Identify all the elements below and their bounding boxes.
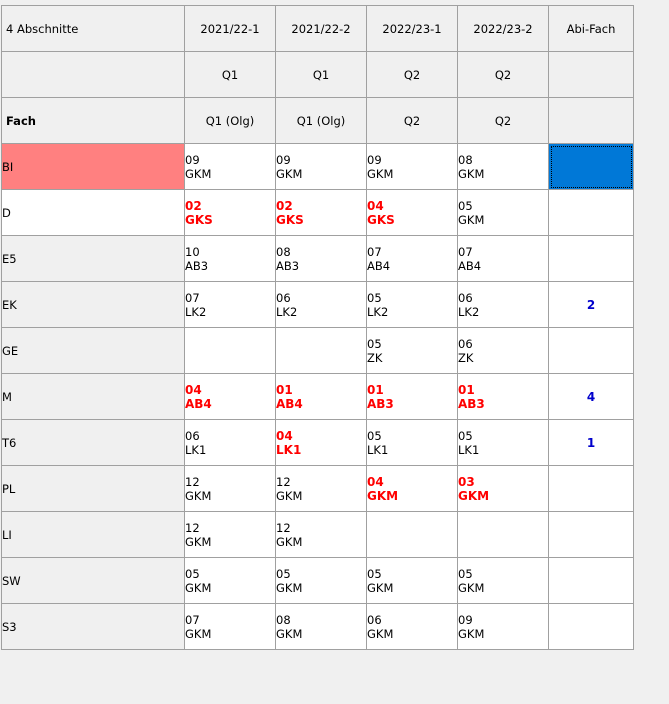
grade-points: 12 <box>276 474 291 489</box>
grade-points: 04 <box>367 474 384 489</box>
course-type: GKS <box>185 212 213 227</box>
subject-label[interactable]: D <box>2 190 185 236</box>
subject-row <box>2 282 634 328</box>
course-type: GKM <box>458 488 490 503</box>
subject-row <box>2 466 634 512</box>
course-type: GKS <box>367 212 395 227</box>
course-type: LK2 <box>276 304 298 319</box>
subject-label[interactable]: M <box>2 374 185 420</box>
grade-cell[interactable] <box>367 190 458 236</box>
grade-points: 07 <box>458 244 473 259</box>
grade-points: 08 <box>276 612 291 627</box>
grade-points: 05 <box>367 290 382 305</box>
course-type: GKM <box>276 626 303 641</box>
grade-points: 06 <box>276 290 291 305</box>
abi-fach-cell[interactable] <box>549 604 634 650</box>
subject-label[interactable]: EK <box>2 282 185 328</box>
abi-fach-cell[interactable] <box>549 236 634 282</box>
grade-points: 06 <box>185 428 200 443</box>
grade-cell[interactable] <box>185 144 276 190</box>
grade-points: 02 <box>185 198 202 213</box>
grade-cell[interactable] <box>276 558 367 604</box>
level-cell: Q2 <box>458 52 549 98</box>
grade-points: 06 <box>458 290 473 305</box>
subject-row <box>2 420 634 466</box>
course-type: AB3 <box>185 258 209 273</box>
course-type: ZK <box>458 350 474 365</box>
course-type: ZK <box>367 350 383 365</box>
course-type: GKM <box>185 488 212 503</box>
grade-points: 06 <box>458 336 473 351</box>
subject-label[interactable]: S3 <box>2 604 185 650</box>
grade-cell[interactable] <box>458 282 549 328</box>
course-type: GKM <box>276 166 303 181</box>
grade-cell[interactable] <box>367 236 458 282</box>
grade-points: 03 <box>458 474 475 489</box>
course-type: LK2 <box>185 304 207 319</box>
course-type: AB4 <box>185 396 212 411</box>
grade-cell[interactable] <box>367 466 458 512</box>
subject-label[interactable]: PL <box>2 466 185 512</box>
grade-cell[interactable] <box>185 190 276 236</box>
subject-row <box>2 328 634 374</box>
grade-points: 05 <box>458 428 473 443</box>
grade-cell[interactable] <box>458 236 549 282</box>
course-type: AB4 <box>458 258 482 273</box>
column-header-term[interactable]: 2021/22-1 <box>185 6 276 52</box>
grade-cell[interactable] <box>458 420 549 466</box>
grade-cell[interactable] <box>276 328 367 374</box>
corner-label: 4 Abschnitte <box>2 6 185 52</box>
subject-row <box>2 144 634 190</box>
grade-points: 07 <box>185 290 200 305</box>
grade-cell[interactable] <box>185 512 276 558</box>
grade-cell[interactable] <box>185 420 276 466</box>
course-type: GKM <box>367 166 394 181</box>
grade-cell[interactable] <box>185 466 276 512</box>
level-detail-cell: Q1 (Olg) <box>185 98 276 144</box>
subject-label[interactable]: GE <box>2 328 185 374</box>
course-type: AB4 <box>276 396 303 411</box>
subject-row <box>2 236 634 282</box>
grade-points: 09 <box>185 152 200 167</box>
course-type: LK1 <box>276 442 302 457</box>
subject-label[interactable]: LI <box>2 512 185 558</box>
grade-cell[interactable] <box>185 282 276 328</box>
grade-points: 05 <box>367 566 382 581</box>
grade-cell[interactable] <box>367 282 458 328</box>
level-cell: Q1 <box>185 52 276 98</box>
subject-row <box>2 190 634 236</box>
grade-points: 06 <box>367 612 382 627</box>
subject-row <box>2 374 634 420</box>
grade-points: 12 <box>276 520 291 535</box>
grade-points: 04 <box>185 382 202 397</box>
grade-cell[interactable] <box>185 328 276 374</box>
course-type: AB4 <box>367 258 391 273</box>
grade-points: 05 <box>458 566 473 581</box>
subject-label[interactable]: SW <box>2 558 185 604</box>
column-header-term[interactable]: 2022/23-1 <box>367 6 458 52</box>
abi-fach-cell[interactable] <box>549 190 634 236</box>
header-empty <box>549 98 634 144</box>
grade-cell[interactable] <box>367 512 458 558</box>
grade-points: 09 <box>367 152 382 167</box>
grade-cell[interactable] <box>367 328 458 374</box>
course-type: LK1 <box>367 442 389 457</box>
grade-cell[interactable] <box>458 512 549 558</box>
subject-label[interactable]: BI <box>2 144 185 190</box>
abi-fach-cell[interactable]: 2 <box>549 282 634 328</box>
grade-table <box>1 5 634 650</box>
course-type: LK1 <box>458 442 480 457</box>
course-type: GKM <box>458 626 485 641</box>
grade-cell[interactable] <box>458 604 549 650</box>
grade-cell[interactable] <box>276 282 367 328</box>
course-type: GKM <box>276 488 303 503</box>
grade-cell[interactable] <box>185 558 276 604</box>
course-type: GKM <box>367 488 399 503</box>
header-empty <box>549 52 634 98</box>
grade-points: 05 <box>367 428 382 443</box>
abi-fach-cell[interactable] <box>549 466 634 512</box>
header-row-terms <box>2 6 634 52</box>
course-type: LK2 <box>367 304 389 319</box>
column-header-term[interactable]: 2022/23-2 <box>458 6 549 52</box>
grade-cell[interactable] <box>276 604 367 650</box>
grade-points: 01 <box>276 382 293 397</box>
header-row-fach <box>2 98 634 144</box>
grade-cell[interactable] <box>185 604 276 650</box>
grade-points: 05 <box>367 336 382 351</box>
grade-cell[interactable] <box>458 144 549 190</box>
grade-points: 05 <box>458 198 473 213</box>
grade-points: 12 <box>185 474 200 489</box>
grade-cell[interactable] <box>458 190 549 236</box>
level-detail-cell: Q2 <box>458 98 549 144</box>
course-type: GKM <box>367 626 394 641</box>
abi-fach-cell[interactable]: 1 <box>549 420 634 466</box>
subject-label[interactable]: T6 <box>2 420 185 466</box>
grade-cell[interactable] <box>276 374 367 420</box>
grade-cell[interactable] <box>276 420 367 466</box>
grade-cell[interactable] <box>458 466 549 512</box>
grade-cell[interactable] <box>185 236 276 282</box>
course-type: LK2 <box>458 304 480 319</box>
level-detail-cell: Q1 (Olg) <box>276 98 367 144</box>
subject-row <box>2 604 634 650</box>
course-type: GKM <box>185 626 212 641</box>
grade-points: 07 <box>367 244 382 259</box>
course-type: GKM <box>367 580 394 595</box>
grade-cell[interactable] <box>367 420 458 466</box>
grade-points: 05 <box>185 566 200 581</box>
course-type: GKM <box>458 580 485 595</box>
column-header-abi[interactable]: Abi-Fach <box>549 6 634 52</box>
abi-fach-cell[interactable] <box>549 512 634 558</box>
grade-cell[interactable] <box>367 604 458 650</box>
grade-cell[interactable] <box>276 236 367 282</box>
grade-points: 04 <box>276 428 293 443</box>
grade-points: 08 <box>458 152 473 167</box>
level-cell: Q1 <box>276 52 367 98</box>
fach-label: Fach <box>2 98 185 144</box>
abi-fach-cell[interactable] <box>549 328 634 374</box>
course-type: GKM <box>276 580 303 595</box>
header-row-level <box>2 52 634 98</box>
course-type: GKM <box>458 212 485 227</box>
grade-points: 02 <box>276 198 293 213</box>
grade-cell[interactable] <box>458 328 549 374</box>
abi-fach-cell[interactable]: 4 <box>549 374 634 420</box>
grade-cell[interactable] <box>367 558 458 604</box>
grade-cell[interactable] <box>276 190 367 236</box>
grade-points: 09 <box>276 152 291 167</box>
grade-points: 09 <box>458 612 473 627</box>
grade-cell[interactable] <box>276 512 367 558</box>
grade-cell[interactable] <box>185 374 276 420</box>
course-type: GKM <box>185 580 212 595</box>
grade-cell[interactable] <box>458 374 549 420</box>
course-type: LK1 <box>185 442 207 457</box>
abi-fach-cell[interactable] <box>549 144 634 190</box>
grade-points: 12 <box>185 520 200 535</box>
grade-points: 07 <box>185 612 200 627</box>
level-detail-cell: Q2 <box>367 98 458 144</box>
level-cell: Q2 <box>367 52 458 98</box>
grade-points: 01 <box>367 382 384 397</box>
abi-fach-cell[interactable] <box>549 558 634 604</box>
course-type: GKM <box>458 166 485 181</box>
grade-cell[interactable] <box>367 374 458 420</box>
column-header-term[interactable]: 2021/22-2 <box>276 6 367 52</box>
grade-points: 04 <box>367 198 384 213</box>
grade-cell[interactable] <box>458 558 549 604</box>
course-type: GKM <box>185 166 212 181</box>
grade-points: 05 <box>276 566 291 581</box>
course-type: GKM <box>276 534 303 549</box>
course-type: AB3 <box>367 396 394 411</box>
subject-row <box>2 512 634 558</box>
header-empty <box>2 52 185 98</box>
course-type: GKS <box>276 212 304 227</box>
grade-points: 01 <box>458 382 475 397</box>
course-type: AB3 <box>276 258 300 273</box>
course-type: AB3 <box>458 396 485 411</box>
grade-points: 10 <box>185 244 200 259</box>
grade-cell[interactable] <box>276 466 367 512</box>
subject-label[interactable]: E5 <box>2 236 185 282</box>
grade-cell[interactable] <box>276 144 367 190</box>
subject-row <box>2 558 634 604</box>
grade-cell[interactable] <box>367 144 458 190</box>
grade-points: 08 <box>276 244 291 259</box>
course-type: GKM <box>185 534 212 549</box>
